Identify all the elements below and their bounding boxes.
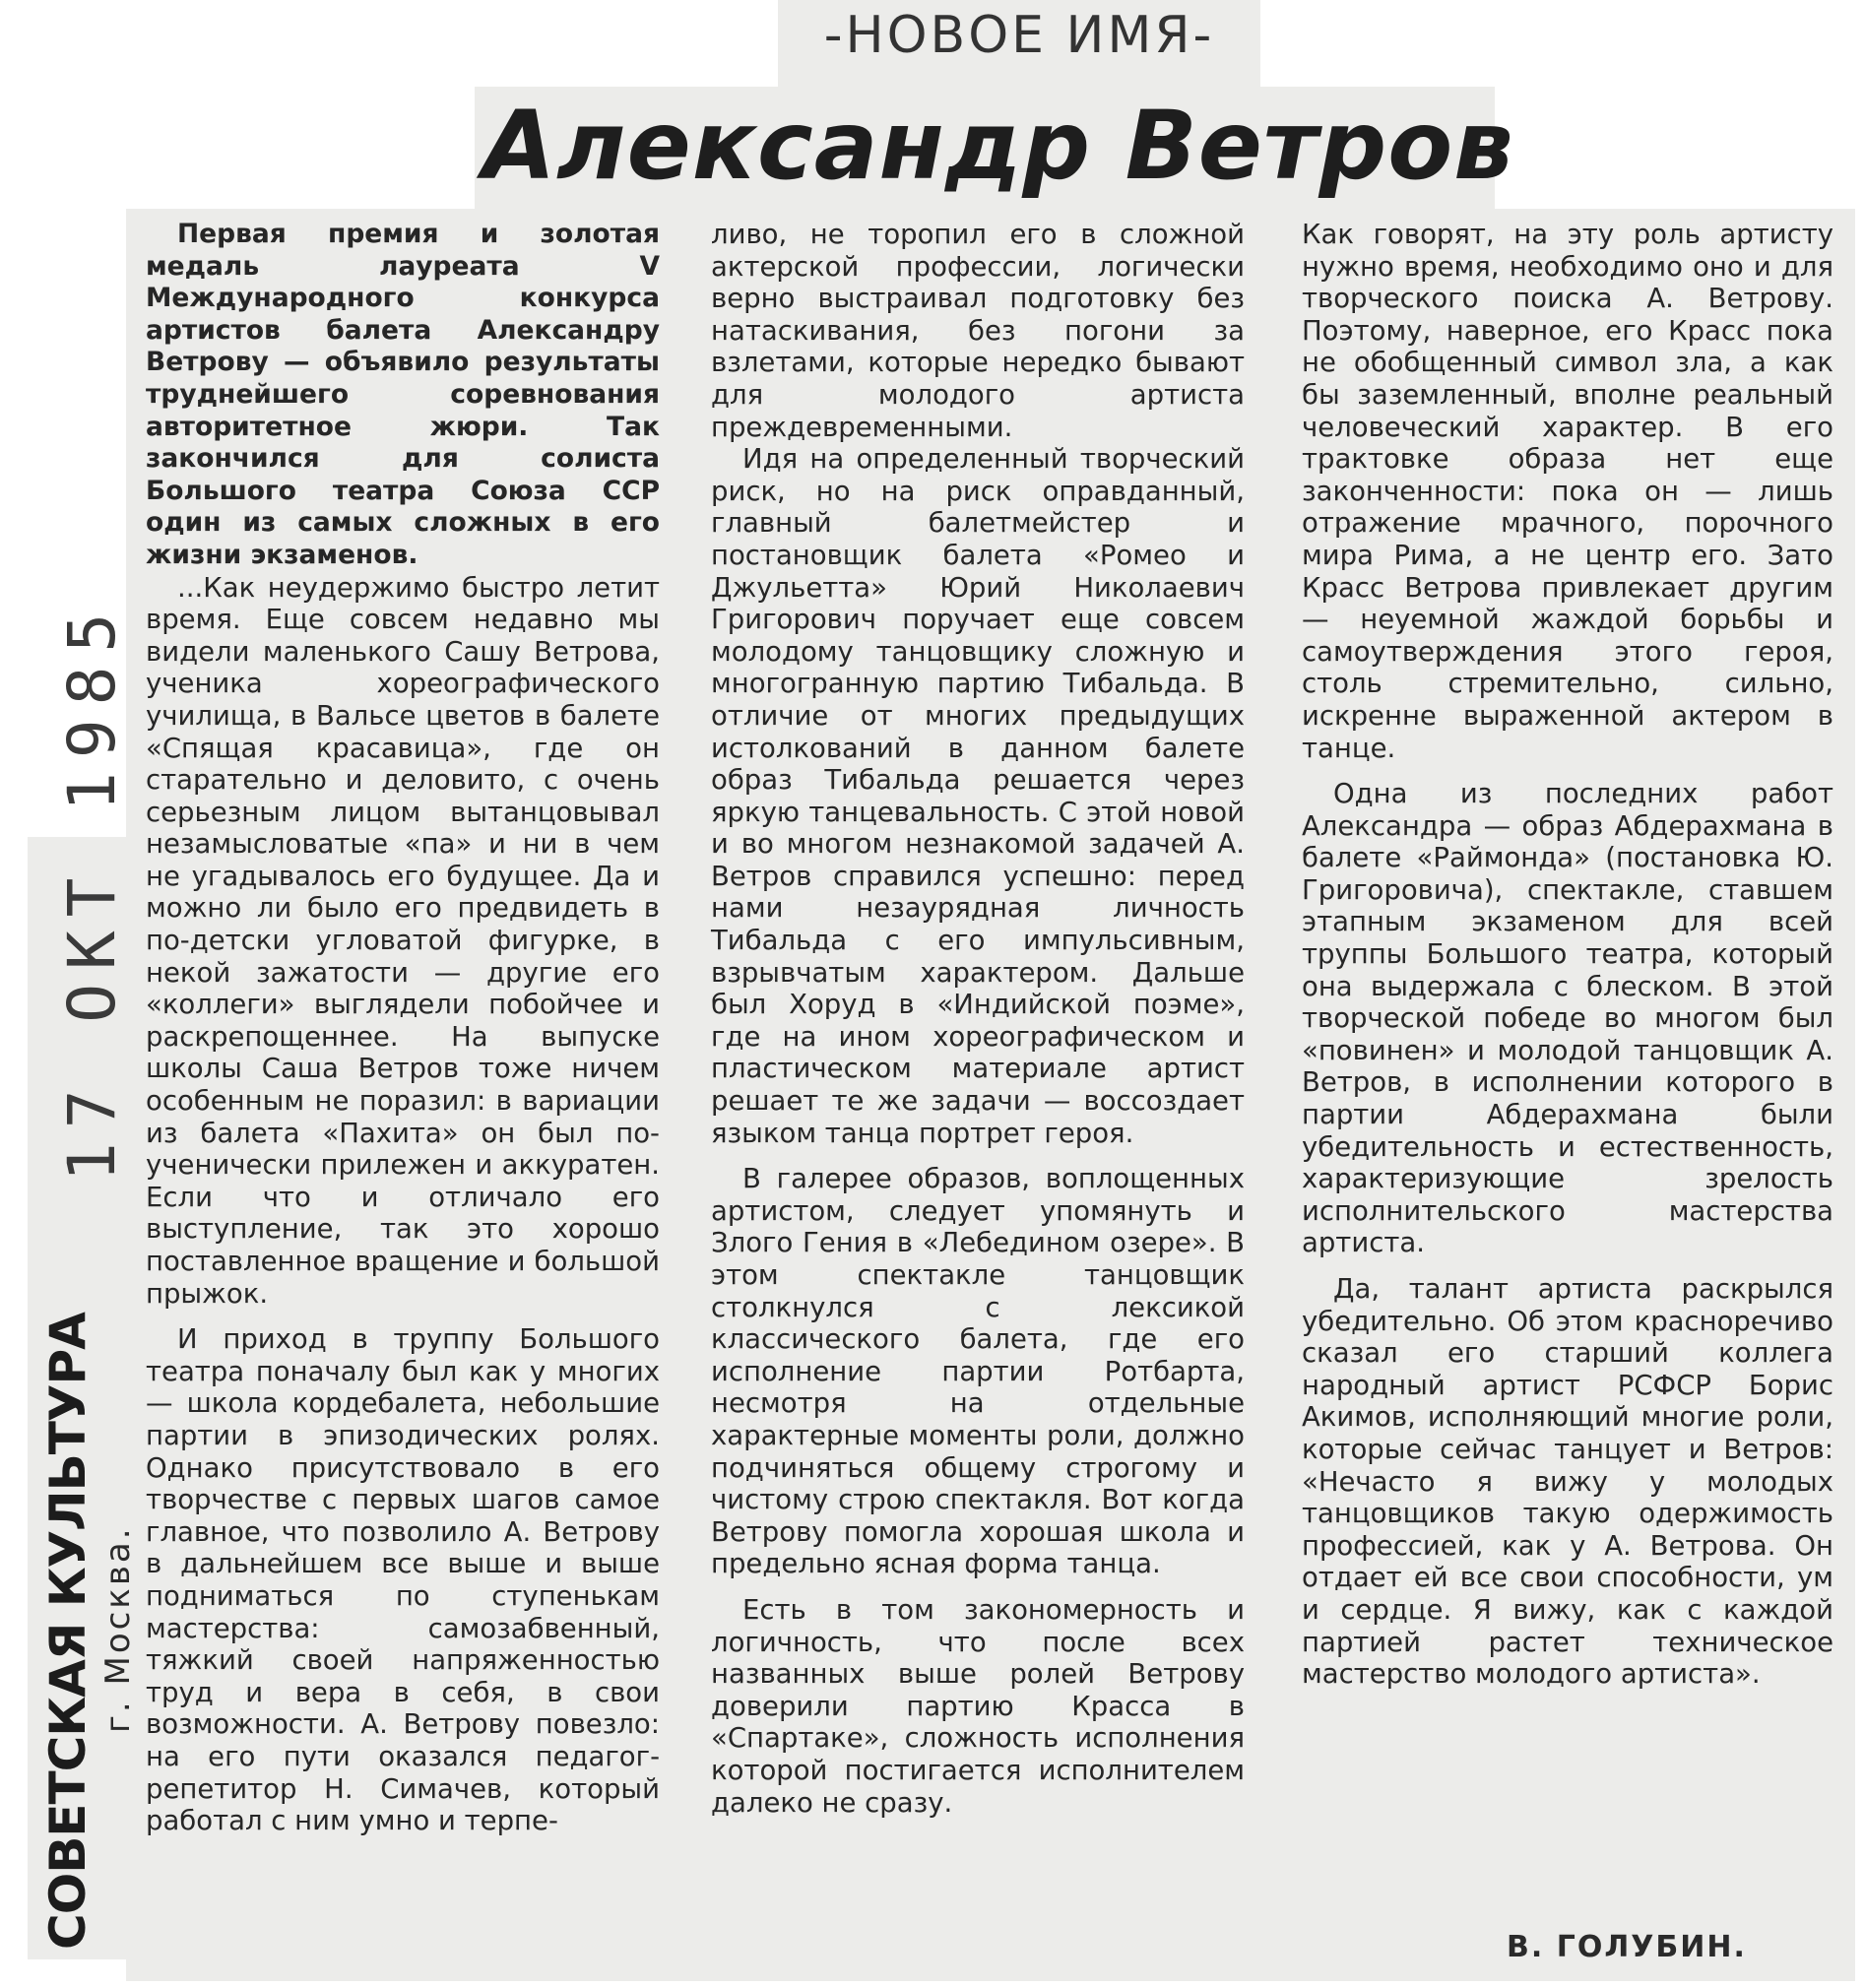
article-column-3 [1302,219,1833,1691]
author-signature: В. ГОЛУБИН. [1507,1930,1747,1964]
article-paragraph: В галерее образов, воплощенных артистом, следует упомянуть и Злого Гения в «Лебедином озере». В этом спектакле танцовщик столкнулся с лексикой классического балета, где его исполнение партии Ротбарта, несмотря на отдельные характерные моменты роли, должно подчиняться общему строгому и чистому строю спектакля. Вот когда Ветрову помогла хорошая школа и предельно ясная форма танца. [711,1163,1245,1580]
article-paragraph: ...Как неудержимо быстро летит время. Еще совсем недавно мы видели маленького Сашу Ветрова, ученика хореографического училища, в Вальсе цветов в балете «Спящая красавица», где он старательно и деловито, с очень серьезным лицом вытанцовывал незамысловатые «па» и ни в чем не угадывалось его будущее. Да и можно ли было его предвидеть в по-детски угловатой фигурке, в некой зажатости — другие его «коллеги» выглядели побойчее и раскрепощеннее. На выпуске школы Саша Ветров тоже ничем особенным не поразил: в вариации из балета «Пахита» он был по-ученически прилежен и аккуратен. Если что и отличало его выступление, так это хорошо поставленное вращение и большой прыжок. [146,571,660,1310]
article-paragraph: Идя на определенный творческий риск, но на риск оправданный, главный балетмейстер и постановщик балета «Ромео и Джульетта» Юрий Николаевич Григорович поручает еще совсем молодому танцовщику сложную и многогранную партию Тибальда. В отличие от многих предыдущих истолкований в данном балете образ Тибальда решается через яркую танцевальность. С этой новой и во многом незнакомой задачей А. Ветров справился успешно: перед нами незаурядная личность Тибальда с его импульсивным, взрывчатым характером. Дальше был Хоруд в «Индийской поэме», где на ином хореографическом и пластическом материале артист решает те же задачи — воссоздает языком танца портрет героя. [711,443,1245,1149]
article-column-2 [711,219,1245,1819]
article-paragraph: Да, талант артиста раскрылся убедительно. Об этом красноречиво сказал его старший коллега народный артист РСФСР Борис Акимов, исполняющий многие роли, которые сейчас танцует и Ветров: «Нечасто я вижу у молодых танцовщиков такую одержимость профессией, как у А. Ветрова. Он отдает ей все свои способности, ум и сердце. Я вижу, как с каждой партией растет техническое мастерство молодого артиста». [1302,1273,1833,1691]
date-stamp: 17 ОКТ 1985 [54,599,130,1182]
article-paragraph: И приход в труппу Большого театра поначалу был как у многих — школа кордебалета, небольшие партии в эпизодических ролях. Однако присутствовало в его творчестве с первых шагов самое главное, что позволило А. Ветрову в дальнейшем все выше и выше подниматься по ступенькам мастерства: самозабвенный, тяжкий своей напряженностью труд и вера в себя, в свои возможности. А. Ветрову повезло: на его пути оказался педагог-репетитор Н. Симачев, который работал с ним умно и терпе- [146,1323,660,1837]
rubric-heading: -НОВОЕ ИМЯ- [823,6,1215,65]
city-stamp: г. Москва. [98,1525,138,1733]
article-column-1 [146,219,660,1837]
article-headline: Александр Ветров [482,91,1514,201]
article-paragraph: Как говорят, на эту роль артисту нужно время, необходимо оно и для творческого поиска А. Ветрову. Поэтому, наверное, его Красс пока не обобщенный символ зла, а как бы заземленный, вполне реальный человеческий характер. В его трактовке образа нет еще законченности: пока он — лишь отражение мрачного, порочного мира Рима, а не центр его. Зато Красс Ветрова привлекает другим — неуемной жаждой борьбы и самоутверждения этого героя, столь стремительно, сильно, искренне выраженной актером в танце. [1302,219,1833,764]
article-paragraph: Одна из последних работ Александра — образ Абдерахмана в балете «Раймонда» (постановка Ю. Григоровича), спектакле, ставшем этапным экзаменом для всей труппы Большого театра, который она выдержала с блеском. В этой творческой победе во многом был «повинен» и молодой танцовщик А. Ветров, в исполнении которого в партии Абдерахмана были убедительность и естественность, характеризующие зрелость исполнительского мастерства артиста. [1302,778,1833,1259]
article-paragraph: ливо, не торопил его в сложной актерской профессии, логически верно выстраивал подготовку без натаскивания, без погони за взлетами, которые нередко бывают для молодого артиста преждевременными. [711,219,1245,443]
article-lead-paragraph: Первая премия и золотая медаль лауреата V Международного конкурса артистов балета Александру Ветрову — объявило результаты труднейшего соревнования авторитетное жюри. Так закончился для солиста Большого театра Союза ССР один из самых сложных в его жизни экзаменов. [146,219,660,570]
newspaper-name-stamp: СОВЕТСКАЯ КУЛЬТУРА [39,1313,96,1950]
article-paragraph: Есть в том закономерность и логичность, что после всех названных выше ролей Ветрову доверили партию Красса в «Спартаке», сложность исполнения которой постигается исполнителем далеко не сразу. [711,1593,1245,1819]
